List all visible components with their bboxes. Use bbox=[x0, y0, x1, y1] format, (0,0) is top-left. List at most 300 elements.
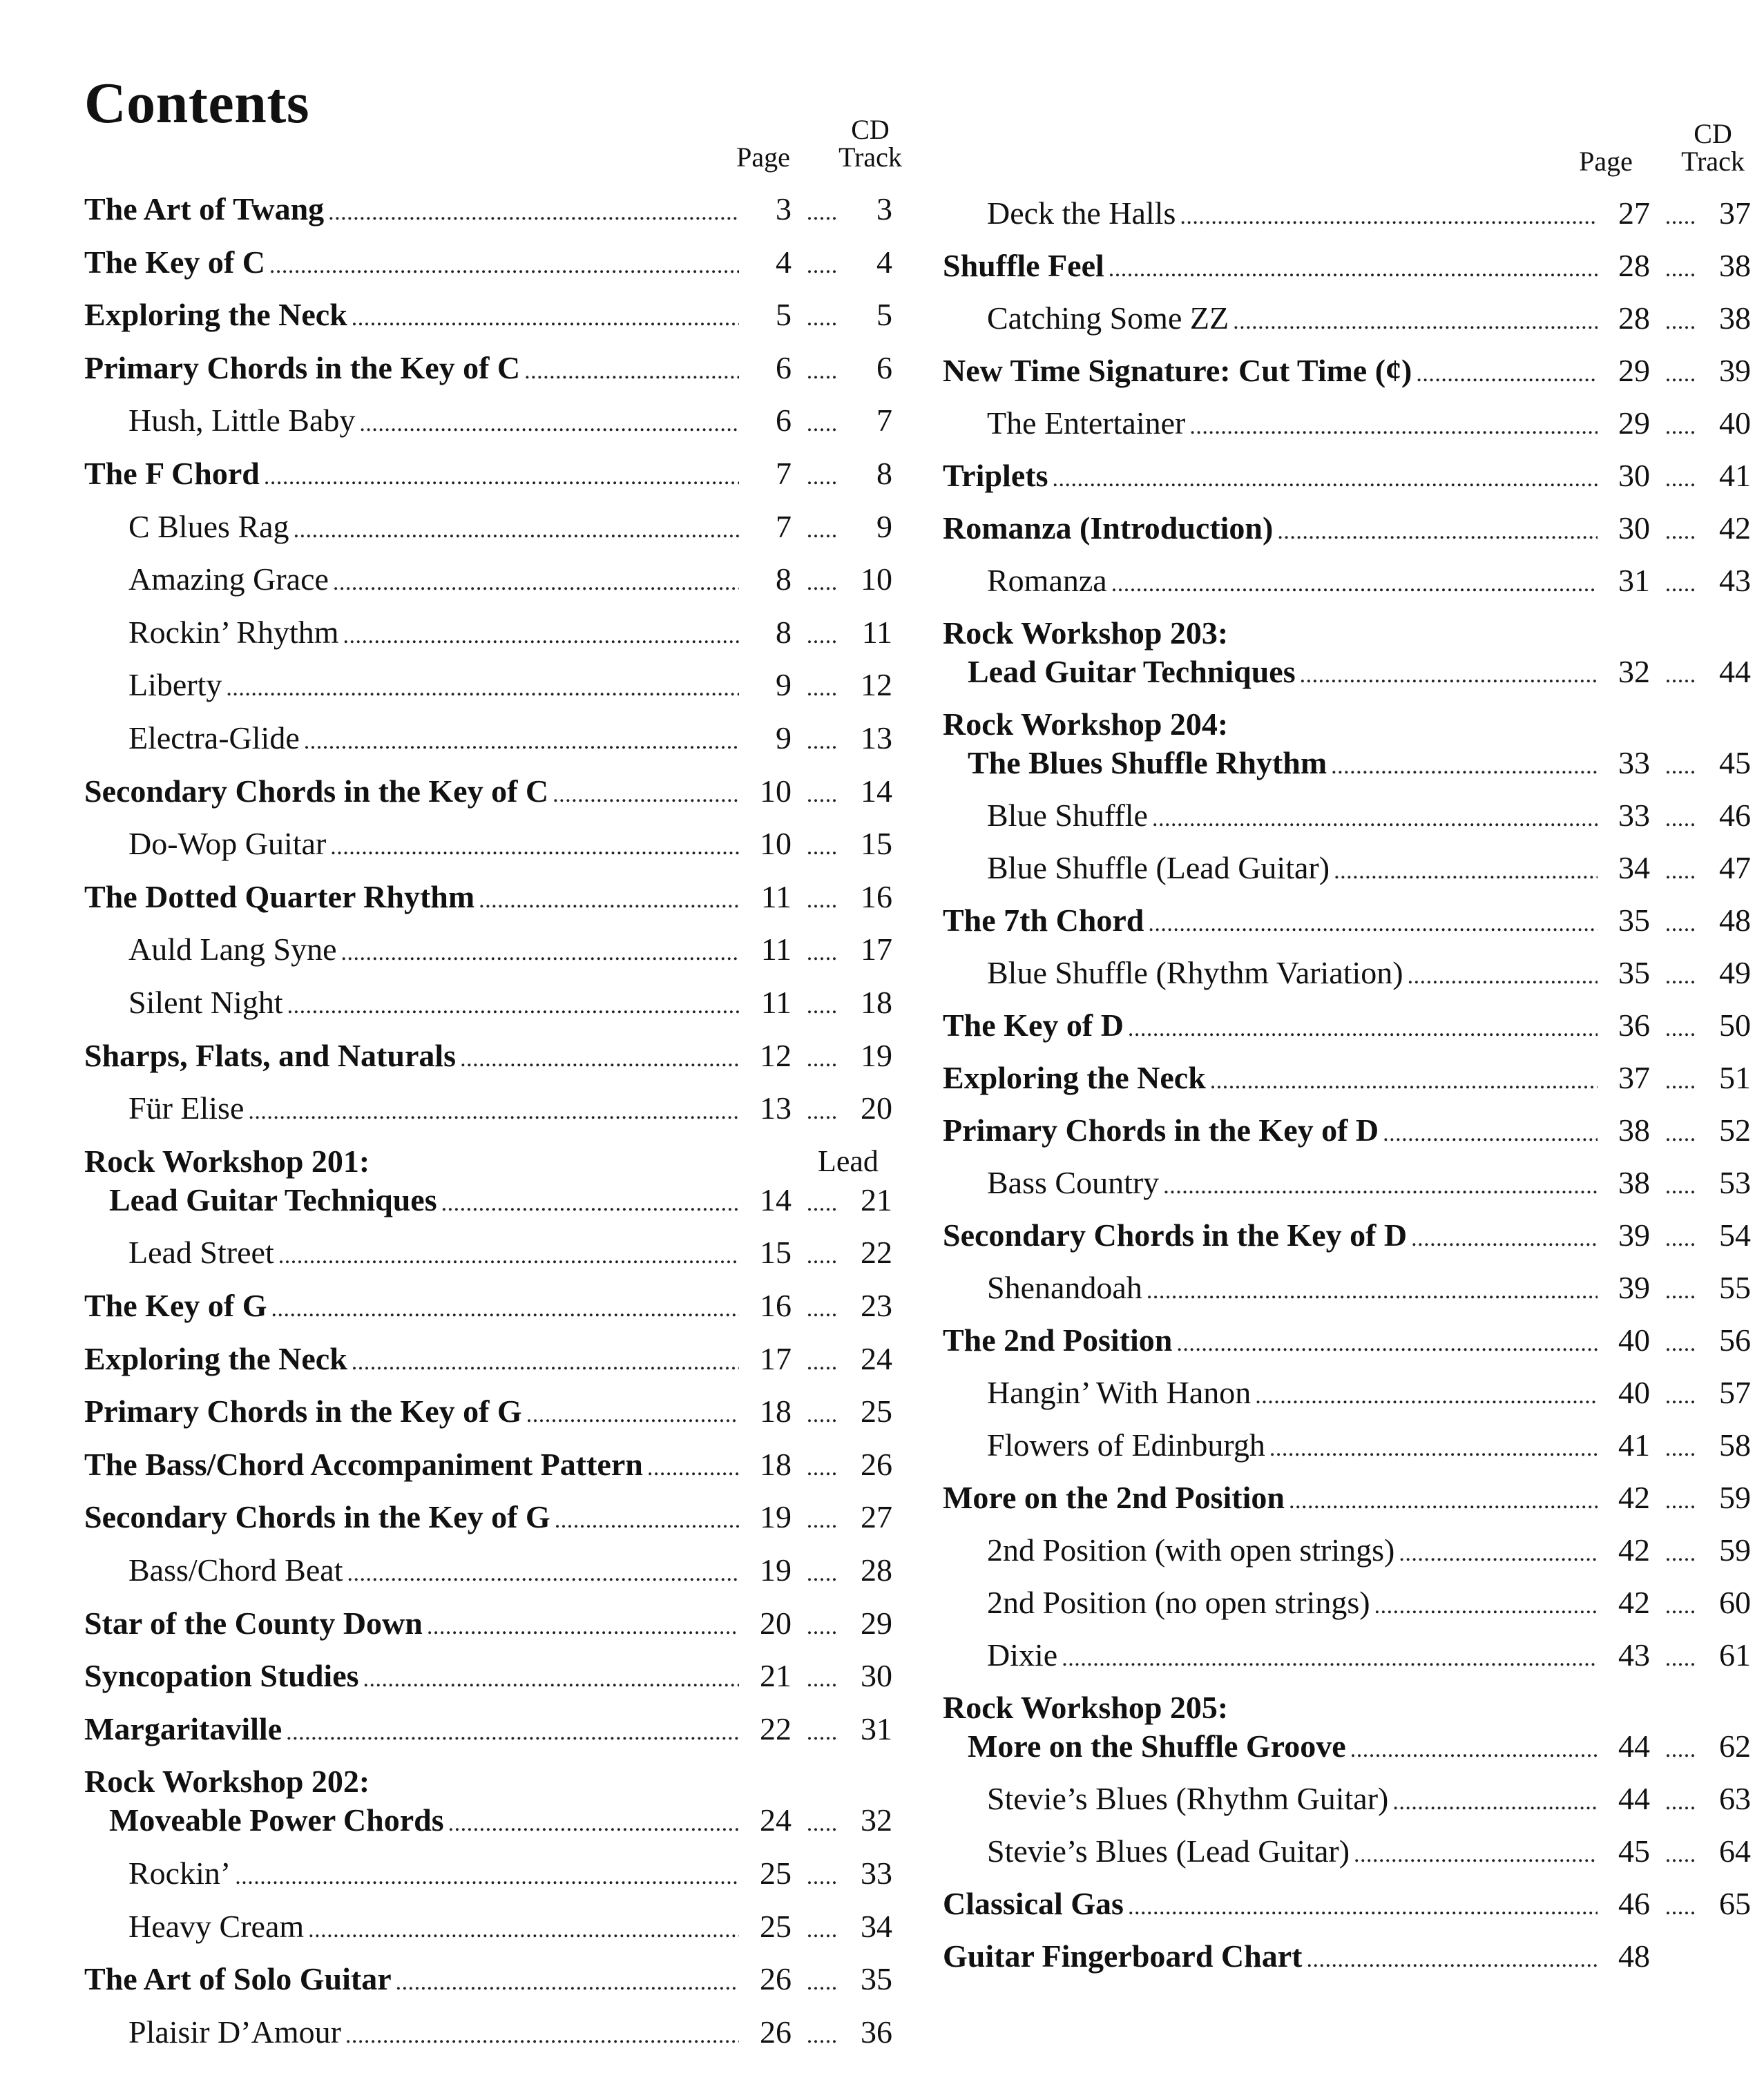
toc-entry[interactable] bbox=[84, 1390, 892, 1433]
page-number: 44 bbox=[1618, 1728, 1650, 1764]
track-dot-leader bbox=[792, 770, 850, 816]
track-dot-leader bbox=[792, 1087, 850, 1133]
track-dot-leader bbox=[1650, 1476, 1708, 1523]
entry-title: The 2nd Position bbox=[943, 1322, 1173, 1358]
toc-entry[interactable] bbox=[943, 297, 1751, 340]
dot-leader bbox=[345, 2011, 739, 2057]
entry-title: Do-Wop Guitar bbox=[128, 826, 327, 862]
toc-entry[interactable] bbox=[84, 452, 892, 495]
track-column-header: Track bbox=[838, 142, 902, 173]
track-dot-leader bbox=[792, 1338, 850, 1384]
toc-entry[interactable] bbox=[84, 981, 892, 1024]
workshop-heading: Rock Workshop 205: bbox=[943, 1690, 1229, 1725]
toc-entry[interactable] bbox=[84, 664, 892, 706]
dot-leader bbox=[287, 981, 739, 1028]
track-dot-leader bbox=[1650, 1424, 1708, 1470]
track-number: 24 bbox=[861, 1340, 892, 1376]
dot-leader bbox=[352, 293, 739, 340]
track-dot-leader bbox=[1650, 1109, 1708, 1155]
dot-leader bbox=[352, 1338, 739, 1384]
track-number: 47 bbox=[1719, 850, 1751, 885]
dot-leader bbox=[1269, 1424, 1598, 1470]
toc-entry[interactable] bbox=[84, 928, 892, 971]
track-dot-leader bbox=[792, 981, 850, 1028]
toc-entry[interactable] bbox=[84, 1708, 892, 1751]
track-number: 9 bbox=[876, 508, 892, 544]
dot-leader bbox=[460, 1034, 739, 1081]
page-number: 29 bbox=[1618, 353, 1650, 388]
page-number: 26 bbox=[760, 1961, 792, 1997]
entry-title: Hush, Little Baby bbox=[128, 403, 356, 439]
entry-title: Flowers of Edinburgh bbox=[987, 1427, 1265, 1463]
track-number: 13 bbox=[861, 720, 892, 755]
entry-title: Shenandoah bbox=[987, 1270, 1142, 1305]
entry-title: Romanza bbox=[987, 563, 1107, 598]
track-dot-leader bbox=[1650, 1214, 1708, 1260]
toc-entry[interactable] bbox=[943, 559, 1751, 602]
toc-entry[interactable] bbox=[943, 1214, 1751, 1257]
toc-entry[interactable] bbox=[943, 742, 1751, 784]
track-dot-leader bbox=[792, 2011, 850, 2057]
page-number: 14 bbox=[760, 1182, 792, 1217]
dot-leader bbox=[1233, 297, 1598, 343]
track-number: 56 bbox=[1719, 1322, 1751, 1358]
track-column-header-right: Track bbox=[1681, 146, 1745, 177]
toc-entry[interactable] bbox=[943, 1882, 1751, 1925]
track-dot-leader bbox=[1650, 742, 1708, 788]
page-number: 12 bbox=[760, 1037, 792, 1073]
dot-leader bbox=[343, 611, 739, 657]
toc-entry[interactable] bbox=[943, 952, 1751, 994]
track-number: 37 bbox=[1719, 195, 1751, 231]
entry-title: Electra-Glide bbox=[128, 720, 300, 755]
track-dot-leader bbox=[792, 452, 850, 499]
track-dot-leader bbox=[1650, 1581, 1708, 1628]
entry-title: The Blues Shuffle Rhythm bbox=[968, 745, 1327, 780]
entry-title: Secondary Chords in the Key of G bbox=[84, 1499, 550, 1535]
toc-entry[interactable] bbox=[84, 1905, 892, 1948]
toc-entry[interactable] bbox=[84, 558, 892, 601]
track-dot-leader bbox=[1650, 794, 1708, 840]
toc-entry[interactable] bbox=[943, 794, 1751, 837]
dot-leader bbox=[1354, 1830, 1598, 1876]
toc-entry[interactable] bbox=[943, 1581, 1751, 1624]
track-number: 23 bbox=[861, 1288, 892, 1323]
entry-title: Primary Chords in the Key of G bbox=[84, 1394, 522, 1429]
track-number: 38 bbox=[1719, 300, 1751, 336]
entry-title: Exploring the Neck bbox=[84, 1340, 347, 1376]
dot-leader bbox=[1277, 507, 1598, 553]
entry-title: The Key of D bbox=[943, 1008, 1124, 1043]
track-number: 42 bbox=[1719, 510, 1751, 546]
page-number: 37 bbox=[1618, 1060, 1650, 1095]
entry-title: Stevie’s Blues (Rhythm Guitar) bbox=[987, 1781, 1389, 1816]
track-number: 39 bbox=[1719, 353, 1751, 388]
dot-leader bbox=[1210, 1057, 1598, 1103]
track-dot-leader bbox=[792, 1655, 850, 1701]
entry-title: Exploring the Neck bbox=[943, 1060, 1206, 1095]
track-dot-leader bbox=[792, 293, 850, 340]
page-number: 30 bbox=[1618, 458, 1650, 493]
dot-leader bbox=[308, 1905, 739, 1952]
entry-title: The Entertainer bbox=[987, 405, 1186, 441]
track-number: 55 bbox=[1719, 1270, 1751, 1305]
track-dot-leader bbox=[1650, 651, 1708, 697]
page-number: 33 bbox=[1618, 745, 1650, 780]
track-number: 36 bbox=[861, 2014, 892, 2050]
track-number: 40 bbox=[1719, 405, 1751, 441]
page-number: 28 bbox=[1618, 300, 1650, 336]
track-number: 33 bbox=[861, 1856, 892, 1891]
track-number: 8 bbox=[876, 456, 892, 491]
track-dot-leader bbox=[792, 505, 850, 552]
toc-entry[interactable] bbox=[943, 1634, 1751, 1677]
page-number: 15 bbox=[760, 1235, 792, 1271]
toc-entry[interactable] bbox=[943, 507, 1751, 550]
track-number: 61 bbox=[1719, 1637, 1751, 1673]
toc-entry[interactable] bbox=[943, 1935, 1751, 1978]
page-number: 9 bbox=[776, 720, 792, 755]
toc-entry[interactable] bbox=[943, 651, 1751, 693]
toc-entry[interactable] bbox=[84, 505, 892, 548]
track-dot-leader bbox=[792, 1231, 850, 1278]
track-dot-leader bbox=[1650, 244, 1708, 291]
page-number: 25 bbox=[760, 1908, 792, 1944]
page-number: 26 bbox=[760, 2014, 792, 2050]
entry-title: Triplets bbox=[943, 458, 1048, 493]
dot-leader bbox=[330, 822, 739, 869]
track-number: 22 bbox=[861, 1235, 892, 1271]
track-number: 18 bbox=[861, 985, 892, 1020]
side-note: Lead bbox=[818, 1144, 879, 1178]
toc-entry[interactable] bbox=[84, 1034, 892, 1077]
entry-title: The Key of G bbox=[84, 1288, 267, 1323]
cd-column-header: CD bbox=[851, 114, 890, 145]
track-number: 54 bbox=[1719, 1217, 1751, 1253]
page-number: 6 bbox=[776, 349, 792, 385]
toc-entry[interactable] bbox=[84, 2011, 892, 2054]
dot-leader bbox=[269, 241, 739, 287]
track-dot-leader bbox=[792, 558, 850, 604]
page-number: 35 bbox=[1618, 955, 1650, 990]
toc-entry[interactable] bbox=[84, 1655, 892, 1697]
entry-title: 2nd Position (no open strings) bbox=[987, 1585, 1370, 1620]
toc-entry[interactable] bbox=[943, 847, 1751, 889]
track-dot-leader bbox=[792, 664, 850, 710]
page-number: 42 bbox=[1618, 1532, 1650, 1568]
toc-entry[interactable] bbox=[943, 1424, 1751, 1467]
track-number: 45 bbox=[1719, 745, 1751, 780]
page-number: 22 bbox=[760, 1711, 792, 1746]
entry-title: Bass/Chord Beat bbox=[128, 1552, 343, 1588]
toc-entry[interactable] bbox=[84, 717, 892, 760]
toc-entry[interactable] bbox=[84, 1852, 892, 1895]
toc-entry[interactable] bbox=[84, 188, 892, 231]
toc-entry[interactable] bbox=[943, 244, 1751, 287]
entry-title: Rockin’ bbox=[128, 1856, 231, 1891]
track-number: 58 bbox=[1719, 1427, 1751, 1463]
workshop-heading: Rock Workshop 202: bbox=[84, 1764, 370, 1800]
toc-entry[interactable] bbox=[84, 241, 892, 284]
track-number: 60 bbox=[1719, 1585, 1751, 1620]
track-dot-leader bbox=[1650, 1778, 1708, 1824]
dot-leader bbox=[1148, 899, 1598, 945]
workshop-heading: Rock Workshop 203: bbox=[943, 615, 1229, 651]
entry-title: Catching Some ZZ bbox=[987, 300, 1229, 336]
track-dot-leader bbox=[1650, 1266, 1708, 1313]
dot-leader bbox=[226, 664, 739, 710]
entry-title: The Bass/Chord Accompaniment Pattern bbox=[84, 1446, 643, 1482]
track-number: 21 bbox=[861, 1182, 892, 1217]
toc-entry[interactable] bbox=[943, 1319, 1751, 1362]
track-dot-leader bbox=[792, 1179, 850, 1225]
dot-leader bbox=[1128, 1882, 1598, 1929]
entry-title: Sharps, Flats, and Naturals bbox=[84, 1037, 457, 1073]
entry-title: Für Elise bbox=[128, 1090, 244, 1126]
dot-leader bbox=[1180, 192, 1598, 238]
dot-leader bbox=[248, 1087, 739, 1133]
entry-title: Blue Shuffle (Lead Guitar) bbox=[987, 850, 1330, 885]
toc-entry[interactable] bbox=[943, 1109, 1751, 1152]
entry-title: The Key of C bbox=[84, 244, 265, 280]
page-number: 48 bbox=[1618, 1938, 1650, 1974]
page-number: 33 bbox=[1618, 798, 1650, 833]
entry-title: Dixie bbox=[987, 1637, 1058, 1673]
track-number: 65 bbox=[1719, 1886, 1751, 1921]
toc-entry[interactable] bbox=[84, 1799, 892, 1842]
track-dot-leader bbox=[1650, 192, 1708, 238]
toc-entry[interactable] bbox=[943, 1778, 1751, 1820]
toc-entry[interactable] bbox=[84, 822, 892, 865]
track-number: 30 bbox=[861, 1658, 892, 1694]
toc-entry[interactable] bbox=[84, 770, 892, 813]
toc-entry[interactable] bbox=[84, 347, 892, 389]
page-number: 7 bbox=[776, 456, 792, 491]
page-number: 4 bbox=[776, 244, 792, 280]
page-number: 6 bbox=[776, 403, 792, 439]
toc-entry[interactable] bbox=[943, 454, 1751, 497]
entry-title: The F Chord bbox=[84, 456, 260, 491]
dot-leader bbox=[1392, 1778, 1598, 1824]
track-dot-leader bbox=[792, 1443, 850, 1490]
dot-leader bbox=[441, 1179, 739, 1225]
page-number: 42 bbox=[1618, 1480, 1650, 1515]
entry-title: Lead Street bbox=[128, 1235, 274, 1271]
toc-entry[interactable] bbox=[84, 1231, 892, 1274]
toc-entry[interactable] bbox=[943, 1476, 1751, 1519]
page-number: 9 bbox=[776, 667, 792, 703]
toc-entry[interactable] bbox=[943, 1162, 1751, 1204]
track-number: 4 bbox=[876, 244, 892, 280]
entry-title: Guitar Fingerboard Chart bbox=[943, 1938, 1303, 1974]
dot-leader bbox=[647, 1443, 739, 1490]
track-number: 3 bbox=[876, 191, 892, 227]
page-number: 39 bbox=[1618, 1270, 1650, 1305]
dot-leader bbox=[1416, 349, 1598, 396]
entry-title: Shuffle Feel bbox=[943, 248, 1104, 283]
toc-entry[interactable] bbox=[84, 1958, 892, 2001]
dot-leader bbox=[1111, 559, 1598, 606]
toc-entry[interactable] bbox=[943, 402, 1751, 445]
track-number: 57 bbox=[1719, 1375, 1751, 1410]
page-column-header: Page bbox=[736, 142, 790, 173]
track-number: 62 bbox=[1719, 1728, 1751, 1764]
toc-entry[interactable] bbox=[943, 899, 1751, 942]
track-number: 17 bbox=[861, 932, 892, 967]
toc-entry[interactable] bbox=[943, 1266, 1751, 1309]
track-number: 51 bbox=[1719, 1060, 1751, 1095]
dot-leader bbox=[448, 1799, 739, 1845]
track-dot-leader bbox=[1650, 899, 1708, 945]
track-dot-leader bbox=[1650, 507, 1708, 553]
page-number: 21 bbox=[760, 1658, 792, 1694]
dot-leader bbox=[1383, 1109, 1598, 1155]
workshop-heading: Rock Workshop 201: bbox=[84, 1143, 370, 1179]
track-number: 41 bbox=[1719, 458, 1751, 493]
dot-leader bbox=[1128, 1004, 1598, 1050]
toc-entry[interactable] bbox=[943, 1004, 1751, 1047]
toc-entry[interactable] bbox=[84, 293, 892, 336]
page-number: 11 bbox=[760, 878, 792, 914]
track-dot-leader bbox=[1650, 952, 1708, 998]
page-number: 45 bbox=[1618, 1833, 1650, 1869]
page-number: 44 bbox=[1618, 1781, 1650, 1816]
track-number: 53 bbox=[1719, 1165, 1751, 1200]
page-number: 38 bbox=[1618, 1112, 1650, 1148]
page-number: 13 bbox=[760, 1090, 792, 1126]
page-number: 7 bbox=[776, 508, 792, 544]
page-number: 29 bbox=[1618, 405, 1650, 441]
page-number: 10 bbox=[760, 773, 792, 809]
track-dot-leader bbox=[792, 876, 850, 922]
entry-title: Primary Chords in the Key of D bbox=[943, 1112, 1379, 1148]
entry-title: Syncopation Studies bbox=[84, 1658, 359, 1694]
track-dot-leader bbox=[1650, 1057, 1708, 1103]
page-column-header-right: Page bbox=[1579, 146, 1633, 177]
toc-entry[interactable] bbox=[943, 1529, 1751, 1572]
page-number: 16 bbox=[760, 1288, 792, 1323]
page-number: 39 bbox=[1618, 1217, 1650, 1253]
page-number: 8 bbox=[776, 614, 792, 650]
toc-entry[interactable] bbox=[943, 1725, 1751, 1768]
dot-leader bbox=[333, 558, 739, 604]
dot-leader bbox=[1062, 1634, 1598, 1680]
entry-title: Margaritaville bbox=[84, 1711, 282, 1746]
toc-entry[interactable] bbox=[943, 1057, 1751, 1099]
entry-title: Secondary Chords in the Key of D bbox=[943, 1217, 1408, 1253]
page-number: 18 bbox=[760, 1394, 792, 1429]
toc-entry[interactable] bbox=[84, 1179, 892, 1222]
track-dot-leader bbox=[792, 241, 850, 287]
entry-title: The Dotted Quarter Rhythm bbox=[84, 878, 475, 914]
page-number: 38 bbox=[1618, 1165, 1650, 1200]
track-dot-leader bbox=[1650, 1634, 1708, 1680]
entry-title: Auld Lang Syne bbox=[128, 932, 337, 967]
toc-entry[interactable] bbox=[84, 1549, 892, 1592]
track-number: 32 bbox=[861, 1802, 892, 1838]
page-number: 40 bbox=[1618, 1375, 1650, 1410]
entry-title: Rockin’ Rhythm bbox=[128, 614, 339, 650]
workshop-heading: Rock Workshop 204: bbox=[943, 706, 1229, 742]
track-number: 7 bbox=[876, 403, 892, 439]
track-number: 29 bbox=[861, 1605, 892, 1641]
track-number: 28 bbox=[861, 1552, 892, 1588]
track-number: 6 bbox=[876, 349, 892, 385]
page-number: 25 bbox=[760, 1856, 792, 1891]
track-number: 44 bbox=[1719, 654, 1751, 689]
track-dot-leader bbox=[792, 1958, 850, 2004]
dot-leader bbox=[271, 1284, 739, 1331]
entry-title: Stevie’s Blues (Lead Guitar) bbox=[987, 1833, 1350, 1869]
entry-title: Silent Night bbox=[128, 985, 283, 1020]
toc-entry[interactable] bbox=[84, 1443, 892, 1486]
entry-title: Lead Guitar Techniques bbox=[968, 654, 1296, 689]
track-dot-leader bbox=[1650, 297, 1708, 343]
dot-leader bbox=[264, 452, 739, 499]
toc-entry[interactable] bbox=[943, 1371, 1751, 1414]
track-dot-leader bbox=[792, 1905, 850, 1952]
entry-title: Liberty bbox=[128, 667, 222, 703]
toc-entry[interactable] bbox=[943, 1830, 1751, 1873]
dot-leader bbox=[1255, 1371, 1598, 1418]
page-number: 40 bbox=[1618, 1322, 1650, 1358]
track-number: 11 bbox=[861, 614, 892, 650]
entry-title: Romanza (Introduction) bbox=[943, 510, 1274, 546]
toc-entry[interactable] bbox=[84, 876, 892, 918]
entry-title: Amazing Grace bbox=[128, 561, 329, 597]
page-number: 19 bbox=[760, 1552, 792, 1588]
toc-entry[interactable] bbox=[84, 1338, 892, 1380]
track-dot-leader bbox=[792, 1852, 850, 1898]
toc-entry[interactable] bbox=[943, 349, 1751, 392]
track-dot-leader bbox=[792, 611, 850, 657]
toc-entry[interactable] bbox=[84, 1602, 892, 1645]
dot-leader bbox=[1374, 1581, 1598, 1628]
track-dot-leader bbox=[1650, 349, 1708, 396]
track-number: 35 bbox=[861, 1961, 892, 1997]
entry-title: More on the Shuffle Groove bbox=[968, 1728, 1346, 1764]
entry-title: The Art of Twang bbox=[84, 191, 325, 227]
entry-title: More on the 2nd Position bbox=[943, 1480, 1285, 1515]
track-dot-leader bbox=[792, 188, 850, 234]
entry-title: Deck the Halls bbox=[987, 195, 1176, 231]
track-dot-leader bbox=[792, 822, 850, 869]
page-number: 28 bbox=[1618, 248, 1650, 283]
page-number: 30 bbox=[1618, 510, 1650, 546]
track-number: 20 bbox=[861, 1090, 892, 1126]
track-dot-leader bbox=[1650, 1319, 1708, 1365]
page-number: 11 bbox=[760, 932, 792, 967]
dot-leader bbox=[1163, 1162, 1598, 1208]
track-dot-leader bbox=[792, 347, 850, 393]
toc-entry[interactable] bbox=[84, 399, 892, 442]
page-number: 31 bbox=[1618, 563, 1650, 598]
toc-entry[interactable] bbox=[84, 1284, 892, 1327]
entry-title: C Blues Rag bbox=[128, 508, 289, 544]
dot-leader bbox=[524, 347, 739, 393]
toc-entry[interactable] bbox=[84, 1496, 892, 1539]
page-number: 42 bbox=[1618, 1585, 1650, 1620]
track-number: 64 bbox=[1719, 1833, 1751, 1869]
toc-entry[interactable] bbox=[943, 192, 1751, 235]
track-dot-leader bbox=[1650, 1882, 1708, 1929]
track-dot-leader bbox=[1650, 559, 1708, 606]
page-number: 10 bbox=[760, 826, 792, 862]
toc-entry[interactable] bbox=[84, 611, 892, 654]
toc-entry[interactable] bbox=[84, 1087, 892, 1130]
track-number: 63 bbox=[1719, 1781, 1751, 1816]
page-number: 11 bbox=[760, 985, 792, 1020]
